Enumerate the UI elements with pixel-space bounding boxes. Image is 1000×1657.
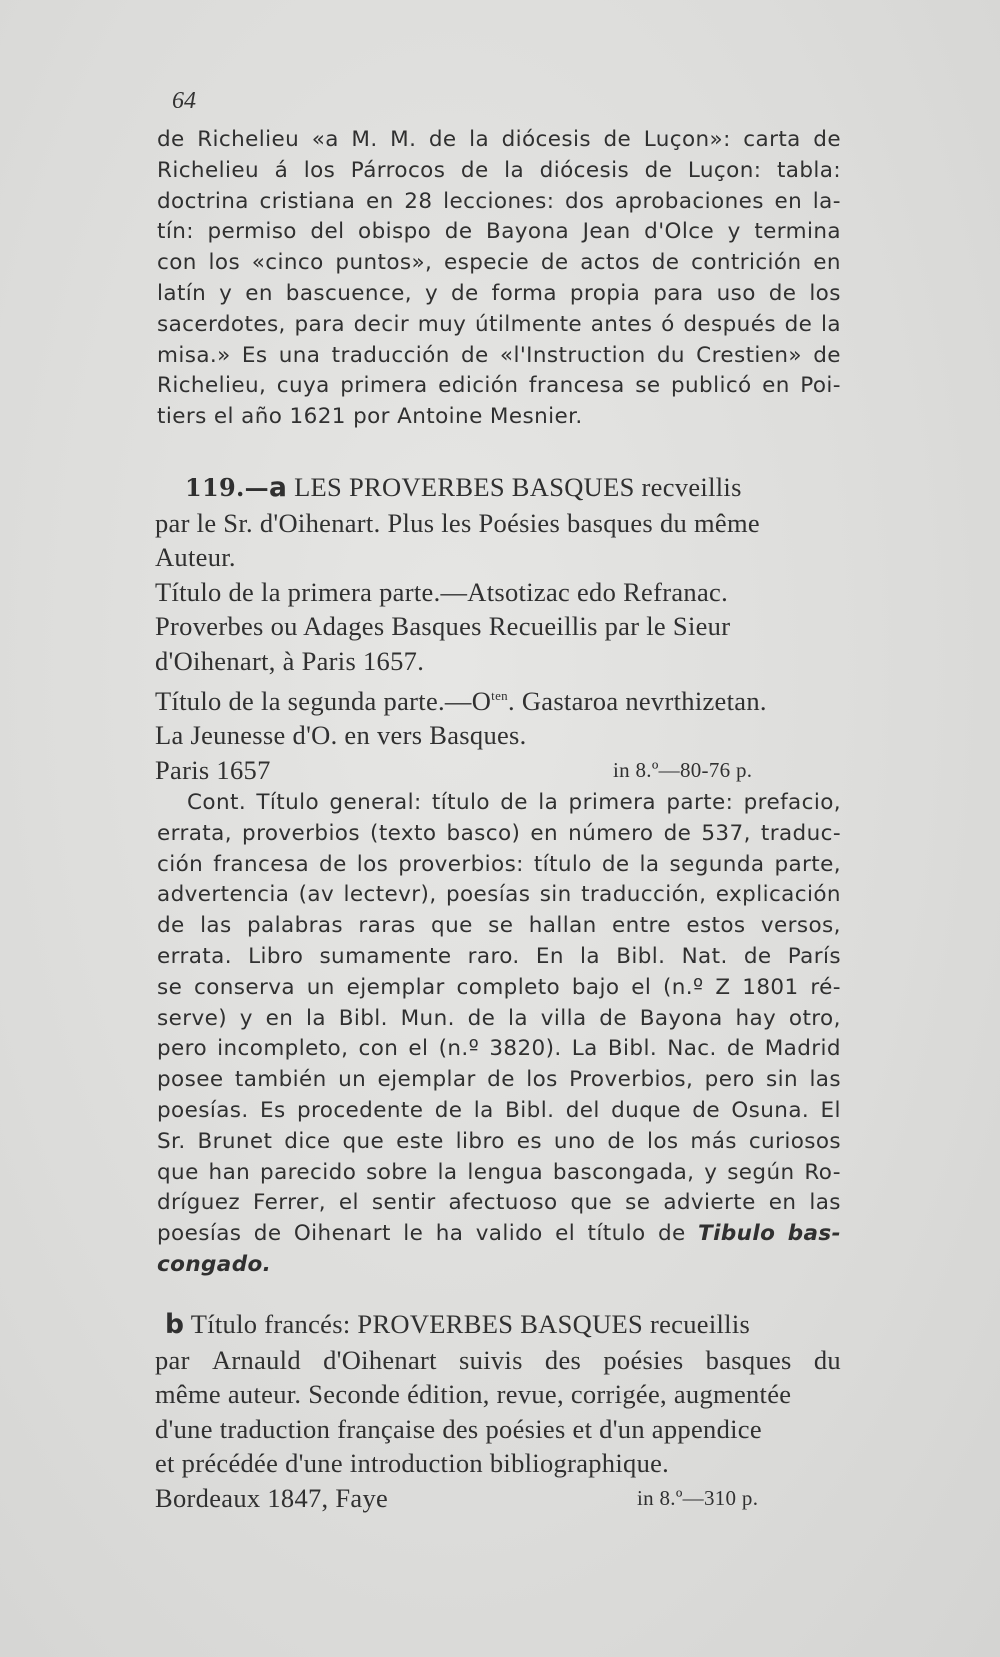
text-line [157,1250,841,1281]
text-line: errata, proverbios (texto basco) en número de 537, traduc- [157,820,841,846]
text-line: de Richelieu «a M. M. de la diócesis de Luçon»: carta de [157,127,841,152]
entry-letter: b [165,1309,185,1340]
text-line: Cont. Título general: título de la primera parte: prefacio, [187,790,841,815]
title-line: et précédée d'une introduction bibliographique. [155,1448,670,1479]
text-line: tiers el año 1621 por Antoine Mesnier. [157,404,583,430]
text-line: errata. Libro sumamente raro. En la Bibl. Nat. de París [157,943,841,969]
imprint-place: Bordeaux 1847, Faye [155,1482,389,1513]
title-line: par Arnauld d'Oihenart suivis des poésies basques du [155,1344,841,1375]
text-line: advertencia (av lectevr), poesías sin traducción, explicación [157,882,841,908]
entry-119-title [155,470,841,787]
text-line: de las palabras raras que se hallan entre estos versos, [157,913,841,939]
text-line: latín y en bascuence, y de forma propia para uso de los [157,280,841,306]
imprint-place: Paris 1657 [155,754,271,785]
text-line: tín: permiso del obispo de Bayona Jean d'Olce y termina [157,219,841,245]
continuation-paragraph [157,125,841,433]
text-line: ción francesa de los proverbios: título de la segunda parte, [157,851,841,877]
text-line: poesías de Oihenart le ha valido el título de Tibulo bas- [157,1221,841,1247]
text-line: se conserva un ejemplar completo bajo el (n.º Z 1801 ré- [157,974,841,1000]
title-line: Proverbes ou Adages Basques Recueillis par le Sieur [155,611,731,642]
text-line: sacerdotes, para decir muy útilmente antes ó después de la [157,311,841,337]
entry-119-contents [157,788,841,1281]
text-line: que han parecido sobre la lengua bascongada, y según Ro- [157,1159,841,1185]
imprint-line [155,1481,841,1516]
page-number: 64 [172,88,196,114]
text-line: Richelieu á los Párrocos de la diócesis de Luçon: tabla: [157,157,841,183]
imprint-format: in 8.º—310 p. [637,1485,759,1510]
title-line: Título de la segunda $parte.—O^{ten}$. Gastaroa nevrthizetan. [155,685,767,716]
title-line: d'une traduction française des poésies et d'un appendice [155,1413,762,1444]
text-line: misa.» Es una traducción de «l'Instruction du Crestien» de [157,342,841,368]
text-line: pero incompleto, con el (n.º 3820). La Bibl. Nac. de Madrid [157,1036,841,1062]
entry-number: 119.— [185,473,269,502]
text-line: dríguez Ferrer, el sentir afectuoso que se advierte en las [157,1190,841,1216]
title-line: d'Oihenart, à Paris 1657. [155,645,425,676]
title-line: Auteur. [155,542,236,573]
text-line: Sr. Brunet dice que este libro es uno de los más curiosos [157,1128,841,1154]
imprint-line [155,753,841,788]
text-line: doctrina cristiana en 28 lecciones: dos aprobaciones en la- [157,188,841,214]
title-line: Título de la primera parte.—Atsotizac edo Refranac. [155,576,729,607]
text-line: Richelieu, cuya primera edición francesa se publicó en Poi- [157,373,841,399]
title-line: par le Sr. d'Oihenart. Plus les Poésies basques du même [155,507,760,538]
title-line: La Jeunesse d'O. en vers Basques. [155,719,527,750]
title-line: même auteur. Seconde édition, revue, corrigée, augmentée [155,1379,792,1410]
imprint-format: in 8.º—80-76 p. [613,757,753,782]
entry-heading-line: b Título francés: PROVERBES BASQUES recueillis [165,1309,751,1340]
text-line: con los «cinco puntos», especie de actos de contrición en [157,250,841,276]
text-line: posee también un ejemplar de los Proverbios, pero sin las [157,1067,841,1093]
text-line: serve) y en la Bibl. Mun. de la villa de Bayona hay otro, [157,1005,841,1031]
entry-b-title [155,1307,841,1516]
entry-heading-line: 119.—a LES PROVERBES BASQUES recveillis [185,472,742,503]
entry-letter: a [268,472,288,503]
text-line: poesías. Es procedente de la Bibl. del duque de Osuna. El [157,1097,841,1123]
italic-title: congado. [157,1251,272,1277]
